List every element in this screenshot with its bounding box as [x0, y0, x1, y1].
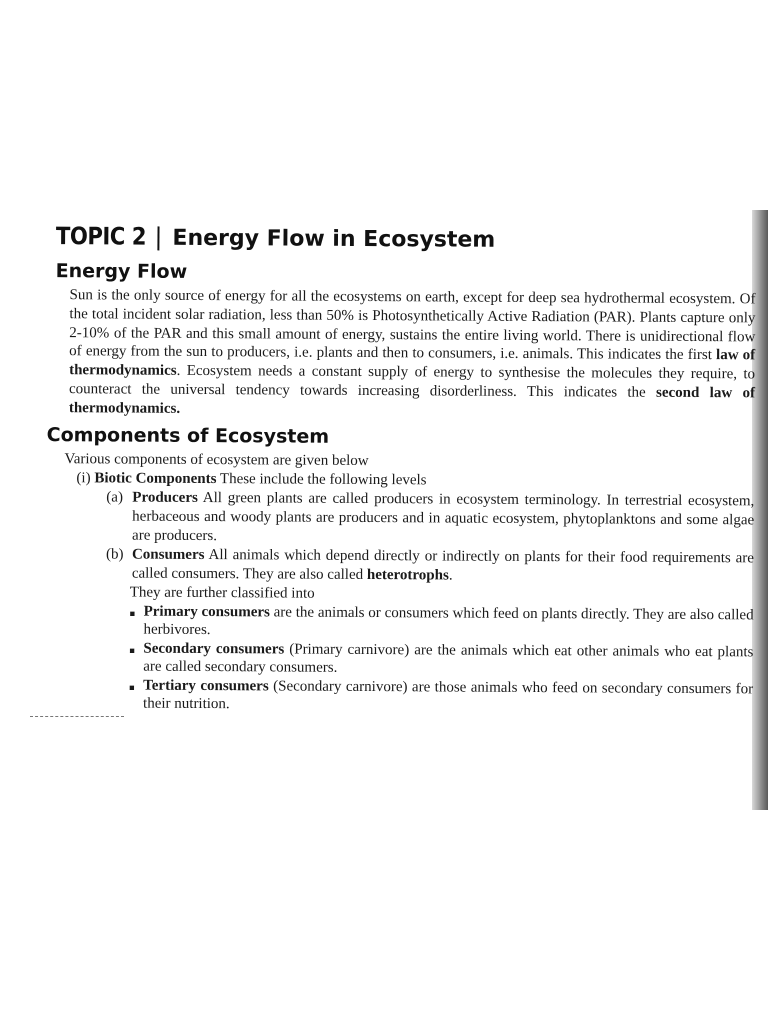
consumers-label: Consumers	[131, 546, 205, 563]
energy-flow-text-2: . Ecosystem needs a constant supply of energy to synthesise the molecules they require, to counteract the universal tendency towards increasing disorderliness. This indicates the	[68, 363, 756, 401]
tertiary-consumers-desc: (Secondary carnivore) are those animals who feed on secondary consumers for their nutrition.	[143, 677, 754, 713]
primary-consumers-desc: are the animals or consumers which feed on plants directly. They are also called herbivores.	[143, 603, 754, 639]
topic-heading	[56, 222, 756, 254]
topic-separator: |	[154, 222, 163, 251]
producers-description	[132, 488, 754, 549]
secondary-consumers-desc: (Primary carnivore) are the animals which eat other animals who eat plants are called secondary consumers.	[143, 641, 754, 676]
producers-marker: (a)	[106, 488, 124, 506]
document-page	[37, 222, 756, 717]
topic-label: TOPIC 2	[55, 222, 147, 251]
producers-label: Producers	[132, 489, 198, 506]
secondary-consumers-label: Secondary consumers	[143, 640, 285, 658]
bullet-secondary-consumers	[129, 639, 753, 680]
producers-item	[106, 488, 754, 549]
components-intro: Various components of ecosystem are given below	[64, 450, 369, 469]
consumers-text: All animals which depend directly or indirectly on plants for their food requirements are called consumers. They are also called	[131, 546, 755, 583]
classified-line: They are further classified into	[129, 584, 315, 602]
square-bullet-icon: ■	[129, 682, 135, 693]
bullet-primary-consumers	[129, 602, 753, 643]
square-bullet-icon: ■	[129, 608, 136, 619]
biotic-marker: (i)	[76, 469, 91, 486]
topic-title: Energy Flow in Ecosystem	[172, 225, 496, 253]
primary-consumers-label: Primary consumers	[143, 603, 270, 620]
consumers-marker: (b)	[105, 545, 124, 563]
biotic-label: Biotic Components	[94, 469, 217, 487]
consumers-item	[106, 545, 754, 587]
tertiary-consumers-label: Tertiary consumers	[143, 677, 269, 694]
consumers-end: .	[448, 567, 453, 584]
producers-text: All green plants are called producers in ecosystem terminology. In terrestrial ecosystem, herbaceous and woody plants are producers and in aquatic ecosystem, phytoplanktons and some algae are producers.	[132, 489, 755, 544]
tertiary-consumers-text	[143, 676, 753, 717]
energy-flow-heading: Energy Flow	[55, 260, 188, 283]
scan-mark	[30, 716, 124, 717]
consumers-description	[132, 545, 754, 587]
primary-consumers-text	[143, 602, 753, 643]
energy-flow-paragraph	[69, 286, 756, 422]
square-bullet-icon: ■	[129, 645, 135, 656]
bullet-tertiary-consumers	[129, 676, 753, 717]
space	[646, 385, 656, 401]
first-law-term: law of thermodynamics	[69, 347, 756, 380]
second-law-term: second law of thermodynamics.	[68, 384, 756, 417]
energy-flow-text-1: Sun is the only source of energy for all the ecosystems on earth, except for deep sea hydrothermal ecosystem. Of the total incident solar radiation, less than 50% is Photosynthetically Active Radiation (PAR). Plants capture only 2-10% of the PAR and this small amount of energy, sustains the entire living world. There is unidirectional flow of energy from the sun to producers, i.e. plants and then to consumers, i.e. animals. This indicates the first	[69, 287, 756, 364]
biotic-text: These include the following levels	[216, 470, 427, 488]
components-heading: Components of Ecosystem	[46, 423, 330, 448]
secondary-consumers-text	[143, 639, 753, 680]
heterotrophs-term: heterotrophs	[366, 566, 449, 584]
